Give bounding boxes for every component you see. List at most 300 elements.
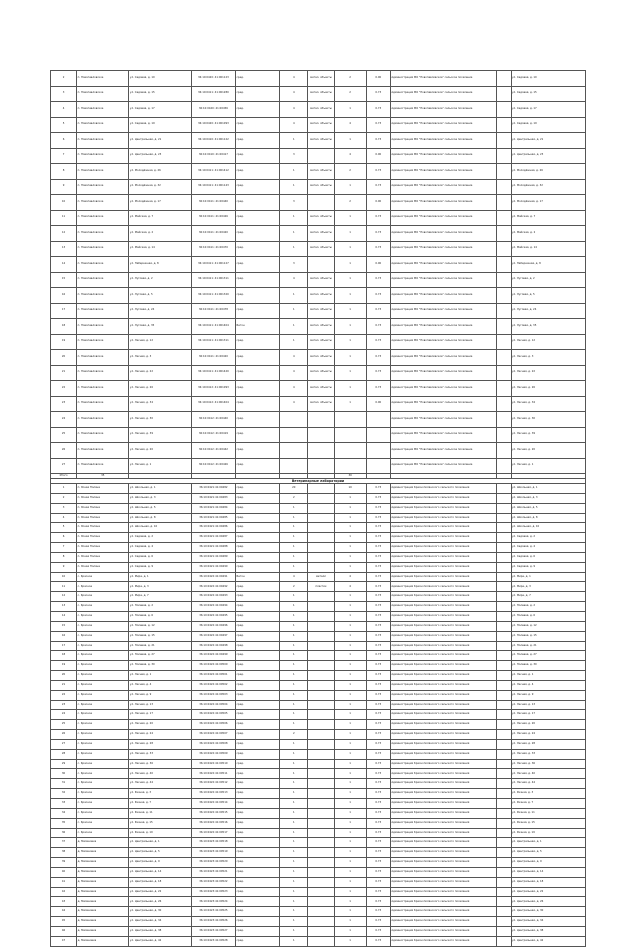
section-title: Ветеринарные лаборатории: [51, 479, 586, 484]
table-cell: [308, 513, 334, 523]
table-cell: сред.: [236, 897, 280, 907]
table-cell: ул. Речная, д. 3: [511, 789, 586, 799]
table-cell: Администрация Краснополянского сельского поселения: [390, 848, 497, 858]
table-cell: 44: [51, 907, 77, 917]
table-cell: 0.73: [366, 543, 390, 553]
table-cell: с. Красное: [77, 661, 129, 671]
table-cell: [308, 484, 334, 494]
table-cell: сред.: [236, 365, 280, 381]
table-cell: метал. объекты: [308, 303, 334, 319]
table-cell: 1: [334, 257, 366, 273]
table-cell: 36:10:0423:41:00528: [191, 936, 235, 946]
table-cell: ул. Школьная, д. 10: [129, 523, 191, 533]
table-cell: 1: [334, 720, 366, 730]
table-cell: 1: [280, 838, 308, 848]
table-cell: 0.73: [366, 381, 390, 397]
table-cell: 1: [334, 858, 366, 868]
table-cell: сред.: [236, 602, 280, 612]
blank-cell: [497, 210, 511, 226]
table-cell: Администрация Краснополянского сельского поселения: [390, 749, 497, 759]
table-row: [51, 730, 586, 740]
table-cell: 26: [51, 730, 77, 740]
table-cell: 0.73: [366, 226, 390, 242]
table-cell: сред.: [236, 680, 280, 690]
table-row: [51, 631, 586, 641]
table-cell: 0.73: [366, 493, 390, 503]
table-cell: ул. Лесная, д. 1: [511, 671, 586, 681]
table-cell: 7: [51, 148, 77, 164]
table-cell: Администрация Краснополянского сельского поселения: [390, 552, 497, 562]
table-cell: 2: [334, 71, 366, 87]
table-row: [51, 503, 586, 513]
table-cell: 36:10:0411: 41:001143: [191, 179, 235, 195]
table-cell: 1: [334, 350, 366, 366]
table-cell: 9: [51, 562, 77, 572]
table-cell: 36:10:0423:41:00520: [191, 858, 235, 868]
table-row: [51, 808, 586, 818]
table-cell: 1: [334, 808, 366, 818]
table-cell: Администрация МО "Новопавловское" сельское поселение: [390, 412, 497, 428]
table-cell: ул. Лесная, д. 9: [511, 690, 586, 700]
table-cell: 36:10:0421:41:00486: [191, 523, 235, 533]
table-cell: 4: [280, 365, 308, 381]
table-cell: [308, 493, 334, 503]
table-cell: [308, 887, 334, 897]
table-cell: 1: [334, 789, 366, 799]
table-cell: ул. Луговая, д. 24: [511, 303, 586, 319]
table-cell: 36:10:0411: 41:001320: [191, 288, 235, 304]
table-cell: 1: [334, 700, 366, 710]
table-cell: 36:10:0422:41:00517: [191, 828, 235, 838]
table-cell: п. Новопавловское: [77, 257, 129, 273]
table-cell: [334, 443, 366, 459]
table-cell: [308, 779, 334, 789]
table-cell: 36:10:0422:41:00505: [191, 710, 235, 720]
table-cell: 1: [334, 179, 366, 195]
table-cell: ул. Мира, д. 1: [129, 572, 191, 582]
table-row: [51, 226, 586, 242]
table-cell: 0.73: [366, 503, 390, 513]
table-cell: 27: [51, 458, 77, 474]
table-row: [51, 720, 586, 730]
table-cell: п. Новопавловское: [77, 303, 129, 319]
table-cell: ул. Луговая, д. 5: [129, 288, 191, 304]
table-cell: 0.73: [366, 690, 390, 700]
table-cell: 1: [51, 484, 77, 494]
table-cell: сред.: [236, 621, 280, 631]
table-cell: п. Новопавловское: [77, 458, 129, 474]
table-cell: 1: [280, 543, 308, 553]
table-cell: 7: [51, 543, 77, 553]
table-cell: ул. Центральная, д. 38: [129, 926, 191, 936]
table-cell: ул. Центральная, д. 34: [511, 917, 586, 927]
table-cell: 6: [51, 133, 77, 149]
table-row: [51, 179, 586, 195]
table-cell: Администрация Краснополянского сельского поселения: [390, 730, 497, 740]
table-cell: сред.: [236, 396, 280, 412]
table-cell: д. Малиновка: [77, 897, 129, 907]
table-cell: сред.: [236, 749, 280, 759]
table-cell: ул. Центральная, д. 18: [511, 877, 586, 887]
blank-cell: [497, 641, 511, 651]
table-cell: Администрация МО "Новопавловское" сельское поселение: [390, 257, 497, 273]
table-cell: ул. Садовая, д. 9: [129, 562, 191, 572]
table-cell: 36:10:0411: 41:001311: [191, 334, 235, 350]
table-cell: 1: [280, 700, 308, 710]
table-cell: ул. Лесная, д. 36: [511, 759, 586, 769]
table-cell: с. Красное: [77, 700, 129, 710]
blank-cell: [497, 621, 511, 631]
table-cell: метал. объекты: [308, 350, 334, 366]
table-cell: 8: [51, 164, 77, 180]
blank-cell: [497, 303, 511, 319]
table-cell: Администрация Краснополянского сельского поселения: [390, 710, 497, 720]
table-cell: ул. Лесная, д. 4: [511, 680, 586, 690]
table-cell: Администрация Краснополянского сельского поселения: [390, 562, 497, 572]
table-cell: 0.73: [366, 828, 390, 838]
table-cell: сред.: [236, 133, 280, 149]
table-row: [51, 133, 586, 149]
table-cell: с. Красное: [77, 749, 129, 759]
table-cell: Администрация Краснополянского сельского поселения: [390, 789, 497, 799]
table-cell: 0.73: [366, 789, 390, 799]
table-cell: д. Малиновка: [77, 838, 129, 848]
table-cell: ул. Луговая, д. 2: [129, 272, 191, 288]
table-cell: 36:10:0420: 41:00456: [191, 102, 235, 118]
table-cell: сред.: [236, 513, 280, 523]
table-cell: 0.73: [366, 759, 390, 769]
table-cell: ул. Полевая, д. 27: [129, 651, 191, 661]
table-cell: 1: [280, 917, 308, 927]
table-cell: 36:10:0422:41:00513: [191, 789, 235, 799]
table-row: [51, 484, 586, 494]
table-cell: ул. Центральная, д. 42: [511, 936, 586, 946]
table-cell: 25: [51, 427, 77, 443]
table-cell: сред.: [236, 808, 280, 818]
table-cell: п. Новопавловское: [77, 86, 129, 102]
table-cell: 0.73: [366, 897, 390, 907]
table-cell: Администрация Краснополянского сельского поселения: [390, 769, 497, 779]
table-cell: 3: [280, 257, 308, 273]
table-cell: п. Ясная Поляна: [77, 523, 129, 533]
table-cell: 42: [51, 887, 77, 897]
blank-cell: [497, 848, 511, 858]
table-cell: 1: [280, 179, 308, 195]
table-cell: Администрация МО "Новопавловское" сельское поселение: [390, 241, 497, 257]
table-cell: Администрация Краснополянского сельского поселения: [390, 543, 497, 553]
table-cell: [308, 799, 334, 809]
table-cell: ул. Молодёжная, д. 17: [129, 195, 191, 211]
table-cell: ул. Центральная, д. 30: [511, 907, 586, 917]
table-cell: ул. Центральная, д. 14: [129, 867, 191, 877]
table-cell: 0.73: [366, 513, 390, 523]
table-cell: сред.: [236, 611, 280, 621]
table-cell: ул. Школьная, д. 8: [511, 513, 586, 523]
table-cell: 36:10:0412: 41:00419: [191, 427, 235, 443]
table-cell: ул. Лесная, д. 17: [511, 710, 586, 720]
table-cell: п. Ясная Поляна: [77, 562, 129, 572]
waste-sites-table: [50, 70, 586, 947]
table-cell: 36:10:0422:41:00504: [191, 700, 235, 710]
blank-cell: [497, 769, 511, 779]
blank-cell: [497, 412, 511, 428]
table-cell: 1: [280, 133, 308, 149]
blank-cell: [497, 484, 511, 494]
table-cell: 0.00: [366, 71, 390, 87]
table-cell: п. Новопавловское: [77, 334, 129, 350]
table-cell: сред.: [236, 917, 280, 927]
table-cell: сред.: [236, 562, 280, 572]
table-cell: Администрация Краснополянского сельского поселения: [390, 917, 497, 927]
table-cell: сред.: [236, 503, 280, 513]
table-cell: сред.: [236, 86, 280, 102]
table-cell: [308, 621, 334, 631]
table-cell: 36:10:0422:41:00493: [191, 592, 235, 602]
table-cell: ул. Лесная, д. 40: [511, 769, 586, 779]
table-cell: метал. объекты: [308, 319, 334, 335]
table-cell: ул. Лесная, д. 22: [129, 365, 191, 381]
table-cell: 36: [51, 828, 77, 838]
table-cell: 1: [280, 680, 308, 690]
table-cell: ул. Садовая, д. 15: [129, 86, 191, 102]
table-cell: с. Красное: [77, 769, 129, 779]
blank-cell: [497, 365, 511, 381]
table-cell: 1: [280, 739, 308, 749]
table-cell: 0.73: [366, 720, 390, 730]
table-cell: с. Красное: [77, 641, 129, 651]
table-cell: ул. Полевая, д. 6: [129, 611, 191, 621]
table-cell: 0.00: [366, 396, 390, 412]
table-cell: ул. Речная, д. 11: [129, 808, 191, 818]
table-cell: 0.73: [366, 210, 390, 226]
table-cell: 28: [51, 749, 77, 759]
table-cell: 0.73: [366, 848, 390, 858]
table-cell: д. Малиновка: [77, 877, 129, 887]
table-cell: с. Красное: [77, 602, 129, 612]
table-cell: сред.: [236, 848, 280, 858]
table-cell: 36:10:0422:41:00509: [191, 749, 235, 759]
table-cell: металл: [308, 572, 334, 582]
table-cell: 0.73: [366, 102, 390, 118]
table-cell: 4: [280, 272, 308, 288]
table-cell: ул. Лесная, д. 34: [511, 396, 586, 412]
table-cell: 27: [51, 739, 77, 749]
table-cell: 36:10:0422:41:00503: [191, 690, 235, 700]
table-cell: 1: [334, 334, 366, 350]
blank-cell: [497, 690, 511, 700]
table-cell: 0.73: [366, 241, 390, 257]
table-cell: 1: [334, 592, 366, 602]
table-cell: с. Красное: [77, 710, 129, 720]
table-cell: 46: [51, 926, 77, 936]
table-row: [51, 365, 586, 381]
table-cell: 45: [51, 917, 77, 927]
table-cell: 13: [51, 241, 77, 257]
blank-cell: [497, 148, 511, 164]
table-cell: 1: [334, 562, 366, 572]
table-cell: 1: [280, 226, 308, 242]
table-cell: 36:10:0423:41:00524: [191, 897, 235, 907]
table-cell: 36:10:0420: 41:001093: [191, 117, 235, 133]
table-cell: метал. объекты: [308, 365, 334, 381]
table-cell: 26: [51, 443, 77, 459]
table-cell: метал. объекты: [308, 381, 334, 397]
table-cell: 23: [51, 396, 77, 412]
table-cell: ул. Речная, д. 15: [511, 818, 586, 828]
table-cell: ул. Школьная, д. 10: [511, 523, 586, 533]
table-row: [51, 838, 586, 848]
table-cell: 1: [280, 602, 308, 612]
table-cell: сред.: [236, 117, 280, 133]
table-cell: ул. Молодёжная, д. 26: [511, 164, 586, 180]
blank-cell: [497, 759, 511, 769]
table-cell: ул. Полевая, д. 15: [129, 631, 191, 641]
table-cell: 1: [280, 848, 308, 858]
table-cell: Администрация Краснополянского сельского поселения: [390, 493, 497, 503]
table-cell: 0.73: [366, 334, 390, 350]
table-cell: 21: [51, 365, 77, 381]
table-cell: 36:10:0411: 41:001311: [191, 272, 235, 288]
table-row: [51, 533, 586, 543]
blank-cell: [497, 562, 511, 572]
table-row: [51, 381, 586, 397]
table-cell: сред.: [236, 926, 280, 936]
table-cell: [308, 631, 334, 641]
table-cell: д. Малиновка: [77, 848, 129, 858]
table-cell: 2: [334, 195, 366, 211]
table-cell: 1: [334, 611, 366, 621]
table-cell: 1: [280, 808, 308, 818]
table-cell: 36:10:0411: 41:001127: [191, 257, 235, 273]
table-cell: Администрация Краснополянского сельского поселения: [390, 651, 497, 661]
blank-cell: [497, 661, 511, 671]
table-cell: 4: [51, 102, 77, 118]
table-cell: [280, 412, 308, 428]
table-cell: ул. Речная, д. 19: [511, 828, 586, 838]
blank-cell: [497, 226, 511, 242]
table-cell: 0.73: [366, 117, 390, 133]
table-cell: с. Красное: [77, 759, 129, 769]
table-cell: ул. Молодёжная, д. 32: [511, 179, 586, 195]
table-cell: 1: [280, 651, 308, 661]
table-cell: 4: [334, 572, 366, 582]
table-cell: Администрация Краснополянского сельского поселения: [390, 690, 497, 700]
table-cell: ул. Лесная, д. 13: [129, 700, 191, 710]
table-cell: 36:10:0412: 41:001093: [191, 381, 235, 397]
table-cell: 36:10:0411: 41:00470: [191, 241, 235, 257]
table-cell: 1: [334, 759, 366, 769]
table-cell: 2: [280, 493, 308, 503]
table-cell: Администрация МО "Новопавловское" сельское поселение: [390, 117, 497, 133]
table-cell: п. Новопавловское: [77, 365, 129, 381]
table-row: [51, 671, 586, 681]
blank-cell: [497, 523, 511, 533]
table-cell: п. Новопавловское: [77, 179, 129, 195]
table-cell: сред.: [236, 877, 280, 887]
table-cell: Администрация МО "Новопавловское" сельское поселение: [390, 319, 497, 335]
table-cell: 1: [280, 164, 308, 180]
table-cell: п. Новопавловское: [77, 133, 129, 149]
table-cell: Администрация МО "Новопавловское" сельское поселение: [390, 133, 497, 149]
table-cell: п. Ясная Поляна: [77, 513, 129, 523]
table-cell: ул. Полевая, д. 27: [511, 651, 586, 661]
table-cell: ул. Полевая, д. 21: [511, 641, 586, 651]
table-cell: 1: [280, 592, 308, 602]
table-cell: Администрация Краснополянского сельского поселения: [390, 533, 497, 543]
table-cell: 0.73: [366, 484, 390, 494]
blank-cell: [497, 334, 511, 350]
table-cell: 1: [334, 730, 366, 740]
table-cell: п. Новопавловское: [77, 381, 129, 397]
table-cell: 1: [280, 690, 308, 700]
table-cell: 36:10:0422:41:00491: [191, 572, 235, 582]
table-cell: Администрация МО "Новопавловское" сельское поселение: [390, 86, 497, 102]
table-cell: 36:10:0421:41:00485: [191, 513, 235, 523]
table-cell: 36:10:0423:41:00519: [191, 848, 235, 858]
table-cell: п. Новопавловское: [77, 148, 129, 164]
table-cell: 3: [280, 195, 308, 211]
table-cell: ул. Мира, д. 3: [129, 582, 191, 592]
table-cell: [308, 789, 334, 799]
table-cell: 4: [280, 71, 308, 87]
table-cell: метал. объекты: [308, 133, 334, 149]
table-cell: 36:10:0412: 41:00426: [191, 458, 235, 474]
table-cell: с. Красное: [77, 631, 129, 641]
blank-cell: [497, 897, 511, 907]
table-cell: 3: [280, 148, 308, 164]
table-cell: 0.73: [366, 288, 390, 304]
table-cell: 36:10:0421:41:00488: [191, 543, 235, 553]
table-cell: [308, 818, 334, 828]
blank-cell: [497, 779, 511, 789]
table-cell: ул. Майская, д. 14: [511, 241, 586, 257]
table-cell: 0.73: [366, 133, 390, 149]
blank-cell: [497, 493, 511, 503]
table-row: [51, 602, 586, 612]
table-cell: ул. Лесная, д. 30: [511, 412, 586, 428]
table-cell: ул. Речная, д. 15: [129, 818, 191, 828]
table-cell: 1: [280, 818, 308, 828]
table-cell: 0.73: [366, 350, 390, 366]
table-cell: ул. Лесная, д. 17: [129, 710, 191, 720]
blank-cell: [497, 458, 511, 474]
table-row: [51, 592, 586, 602]
table-row: [51, 427, 586, 443]
table-cell: 36:10:0423:41:00523: [191, 887, 235, 897]
table-cell: с. Красное: [77, 808, 129, 818]
table-cell: 1: [334, 897, 366, 907]
table-cell: ул. Лесная, д. 30: [129, 412, 191, 428]
table-cell: 1: [334, 631, 366, 641]
table-cell: ул. Полевая, д. 21: [129, 641, 191, 651]
table-cell: ул. Лесная, д. 12: [129, 334, 191, 350]
table-cell: 18: [51, 651, 77, 661]
table-cell: сред.: [236, 381, 280, 397]
table-cell: [308, 867, 334, 877]
table-cell: 0.73: [366, 926, 390, 936]
table-cell: Администрация Краснополянского сельского поселения: [390, 779, 497, 789]
table-cell: ул. Майская, д. 7: [511, 210, 586, 226]
table-cell: 0.73: [366, 552, 390, 562]
table-cell: метал. объекты: [308, 210, 334, 226]
table-cell: ул. Полевая, д. 30: [511, 661, 586, 671]
table-row: [51, 396, 586, 412]
table-cell: ул. Майская, д. 2: [129, 226, 191, 242]
blank-cell: [497, 651, 511, 661]
table-cell: 36:10:0421:41:00482: [191, 484, 235, 494]
table-cell: 19: [51, 334, 77, 350]
table-cell: метал. объекты: [308, 117, 334, 133]
